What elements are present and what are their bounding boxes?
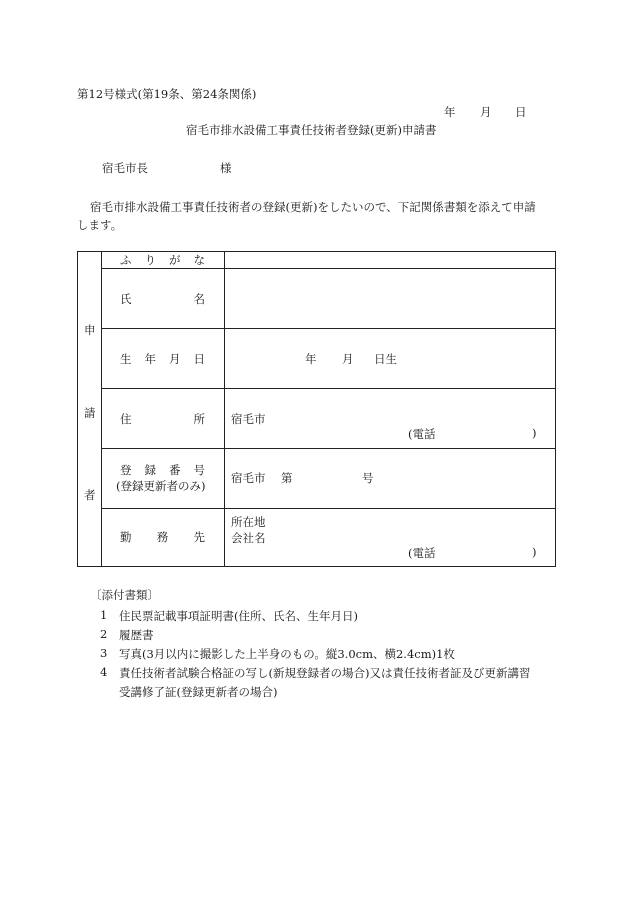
address-label: 住 所: [120, 412, 205, 426]
birthdate-month: 月: [342, 352, 354, 366]
table-divider: [101, 252, 102, 566]
address-phone-open: (電話: [408, 427, 436, 441]
workplace-phone-close: ): [532, 545, 537, 559]
registration-label: 登 録 番 号: [120, 463, 205, 477]
table-divider: [101, 388, 555, 389]
birthdate-year: 年: [305, 352, 317, 366]
address-phone-close: ): [532, 426, 537, 440]
address-prefix: 宿毛市: [231, 412, 266, 426]
addressee-honorific: 様: [220, 161, 232, 175]
table-divider: [101, 508, 555, 509]
attachment-num: 4: [100, 665, 108, 679]
registration-go: 号: [362, 471, 374, 485]
addressee-name: 宿毛市長: [102, 161, 148, 175]
attachment-text: 写真(3月以内に撮影した上半身のもの。縦3.0cm、横2.4cm)1枚: [119, 647, 455, 661]
table-divider: [101, 328, 555, 329]
attachment-text-continuation: 受講修了証(登録更新者の場合): [119, 685, 278, 699]
applicant-label-char: 申: [84, 323, 96, 337]
workplace-label: 勤 務 先: [120, 530, 205, 544]
form-number: 第12号様式(第19条、第24条関係): [77, 87, 257, 101]
workplace-location: 所在地: [231, 515, 266, 529]
birthdate-day: 日生: [374, 352, 397, 366]
name-label: 氏 名: [120, 292, 205, 306]
attachment-num: 3: [100, 646, 108, 660]
document-title: 宿毛市排水設備工事責任技術者登録(更新)申請書: [186, 123, 437, 137]
date-month: 月: [480, 105, 492, 119]
table-divider: [101, 448, 555, 449]
body-text-line1: 宿毛市排水設備工事責任技術者の登録(更新)をしたいので、下記関係書類を添えて申請: [90, 200, 536, 214]
applicant-label-char: 者: [84, 488, 96, 502]
birthdate-label: 生 年 月 日: [120, 352, 205, 366]
registration-note: (登録更新者のみ): [116, 479, 206, 493]
attachment-text: 履歴書: [119, 628, 154, 642]
attachment-num: 1: [100, 608, 108, 622]
name-field[interactable]: [225, 270, 555, 327]
attachments-heading: 〔添付書類〕: [90, 588, 159, 602]
date-year: 年: [444, 105, 456, 119]
attachment-text: 住民票記載事項証明書(住所、氏名、生年月日): [119, 609, 358, 623]
registration-dai: 第: [281, 471, 293, 485]
applicant-label-char: 請: [84, 406, 96, 420]
table-divider: [101, 268, 555, 269]
workplace-phone-open: (電話: [408, 546, 436, 560]
date-day: 日: [515, 105, 527, 119]
furigana-field[interactable]: [225, 253, 555, 267]
attachment-text: 責任技術者試験合格証の写し(新規登録者の場合)又は責任技術者証及び更新講習: [119, 666, 531, 680]
body-text-line2: します。: [77, 218, 123, 232]
furigana-label: ふ り が な: [120, 253, 205, 267]
attachment-num: 2: [100, 627, 108, 641]
registration-prefix: 宿毛市: [231, 471, 266, 485]
application-form-table: [77, 251, 556, 567]
workplace-company: 会社名: [231, 531, 266, 545]
